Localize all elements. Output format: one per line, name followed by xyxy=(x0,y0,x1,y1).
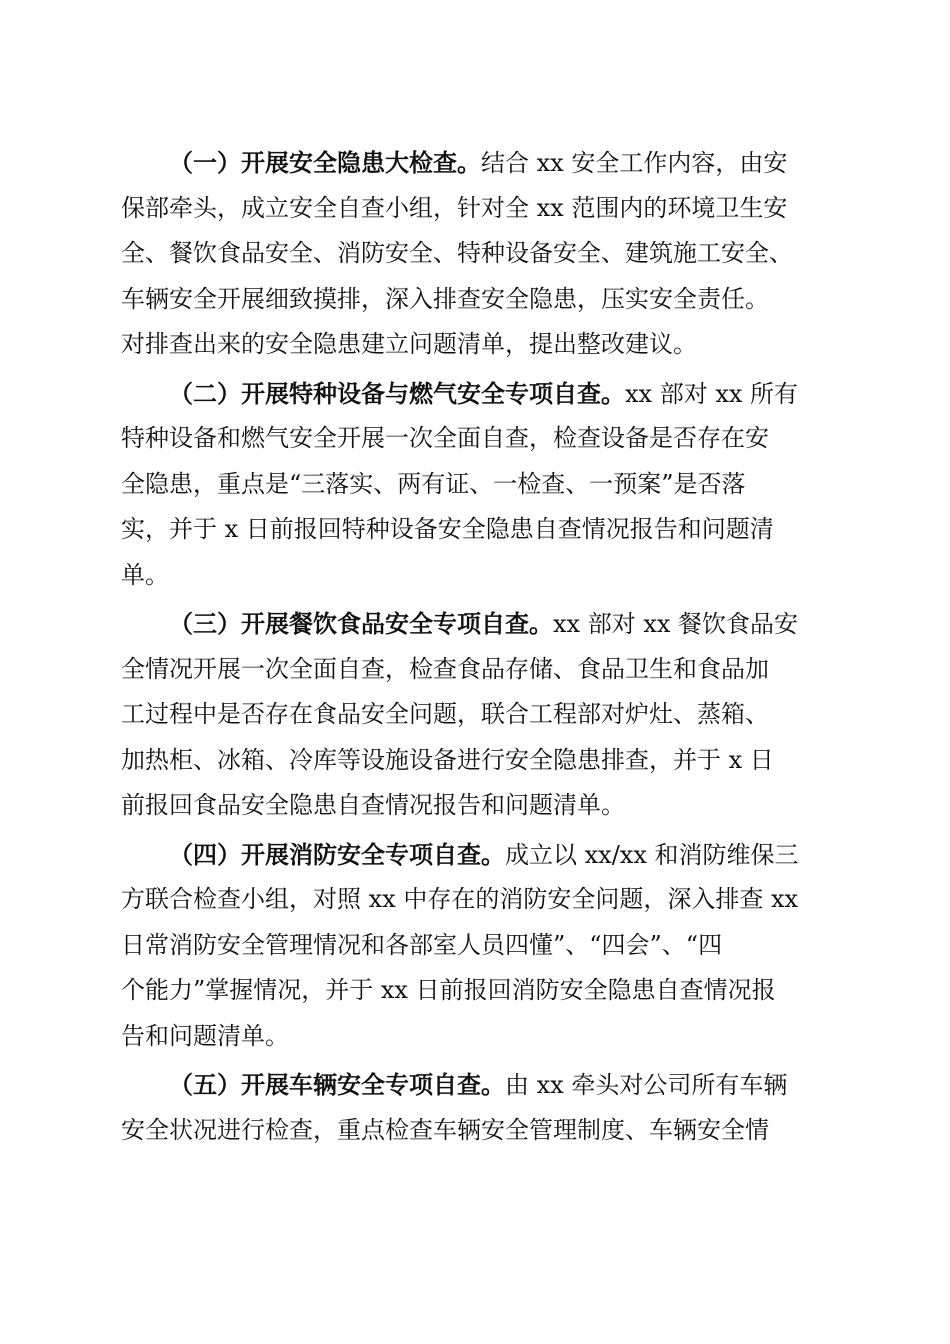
paragraph-line: 单。 xyxy=(121,560,169,589)
section-heading: （三）开展餐饮食品安全专项自查。 xyxy=(169,609,553,638)
paragraph-text: xx 部对 xx 餐饮食品安 xyxy=(553,610,799,638)
paragraph-line: 日常消防安全管理情况和各部室人员四懂”、“四会”、“四 xyxy=(121,930,723,959)
paragraph-line: 工过程中是否存在食品安全问题，联合工程部对炉灶、蒸箱、 xyxy=(121,700,769,728)
section-2 xyxy=(121,371,831,599)
section-5 xyxy=(121,1062,831,1153)
section-heading: （一）开展安全隐患大检查。 xyxy=(169,148,481,177)
section-4 xyxy=(121,832,831,1060)
paragraph-line: 加热柜、冰箱、冷库等设施设备进行安全隐患排查，并于 x 日 xyxy=(121,745,774,774)
paragraph-line: 全、餐饮食品安全、消防安全、特种设备安全、建筑施工安全、 xyxy=(121,239,793,267)
paragraph-line: 前报回食品安全隐患自查情况报告和问题清单。 xyxy=(121,791,625,819)
paragraph-line: 车辆安全开展细致摸排，深入排查安全隐患，压实安全责任。 xyxy=(121,284,769,313)
section-1 xyxy=(121,140,831,368)
paragraph-line: 告和问题清单。 xyxy=(121,1021,289,1050)
paragraph-first-line xyxy=(121,832,831,878)
paragraph-line: 保部牵头，成立安全自查小组，针对全 xx 范围内的环境卫生安 xyxy=(121,193,788,222)
paragraph-line: 对排查出来的安全隐患建立问题清单，提出整改建议。 xyxy=(121,330,697,358)
section-heading: （四）开展消防安全专项自查。 xyxy=(169,839,505,869)
paragraph-first-line xyxy=(121,371,831,417)
paragraph-first-line xyxy=(121,140,831,186)
section-3 xyxy=(121,601,831,829)
paragraph-line: 方联合检查小组，对照 xx 中存在的消防安全问题，深入排查 xx xyxy=(121,885,799,913)
document-body xyxy=(121,140,831,1153)
paragraph-line: 全隐患，重点是“三落实、两有证、一检查、一预案”是否落 xyxy=(121,469,746,498)
paragraph-line: 安全状况进行检查，重点检查车辆安全管理制度、车辆安全情 xyxy=(121,1115,769,1144)
section-heading: （五）开展车辆安全专项自查。 xyxy=(169,1070,505,1099)
paragraph-line: 个能力”掌握情况，并于 xx 日前报回消防安全隐患自查情况报 xyxy=(121,976,776,1004)
paragraph-line: 特种设备和燃气安全开展一次全面自查，检查设备是否存在安 xyxy=(121,424,769,452)
paragraph-text: 结合 xx 安全工作内容，由安 xyxy=(481,149,788,177)
paragraph-text: 由 xx 牵头对公司所有车辆 xyxy=(505,1071,788,1099)
section-heading: （二）开展特种设备与燃气安全专项自查。 xyxy=(169,378,625,408)
paragraph-text: xx 部对 xx 所有 xyxy=(625,379,799,408)
paragraph-line: 全情况开展一次全面自查，检查食品存储、食品卫生和食品加 xyxy=(121,654,769,683)
paragraph-first-line xyxy=(121,1062,831,1108)
paragraph-first-line xyxy=(121,601,831,647)
paragraph-text: 成立以 xx/xx 和消防维保三 xyxy=(505,840,799,869)
paragraph-line: 实，并于 x 日前报回特种设备安全隐患自查情况报告和问题清 xyxy=(121,515,774,543)
